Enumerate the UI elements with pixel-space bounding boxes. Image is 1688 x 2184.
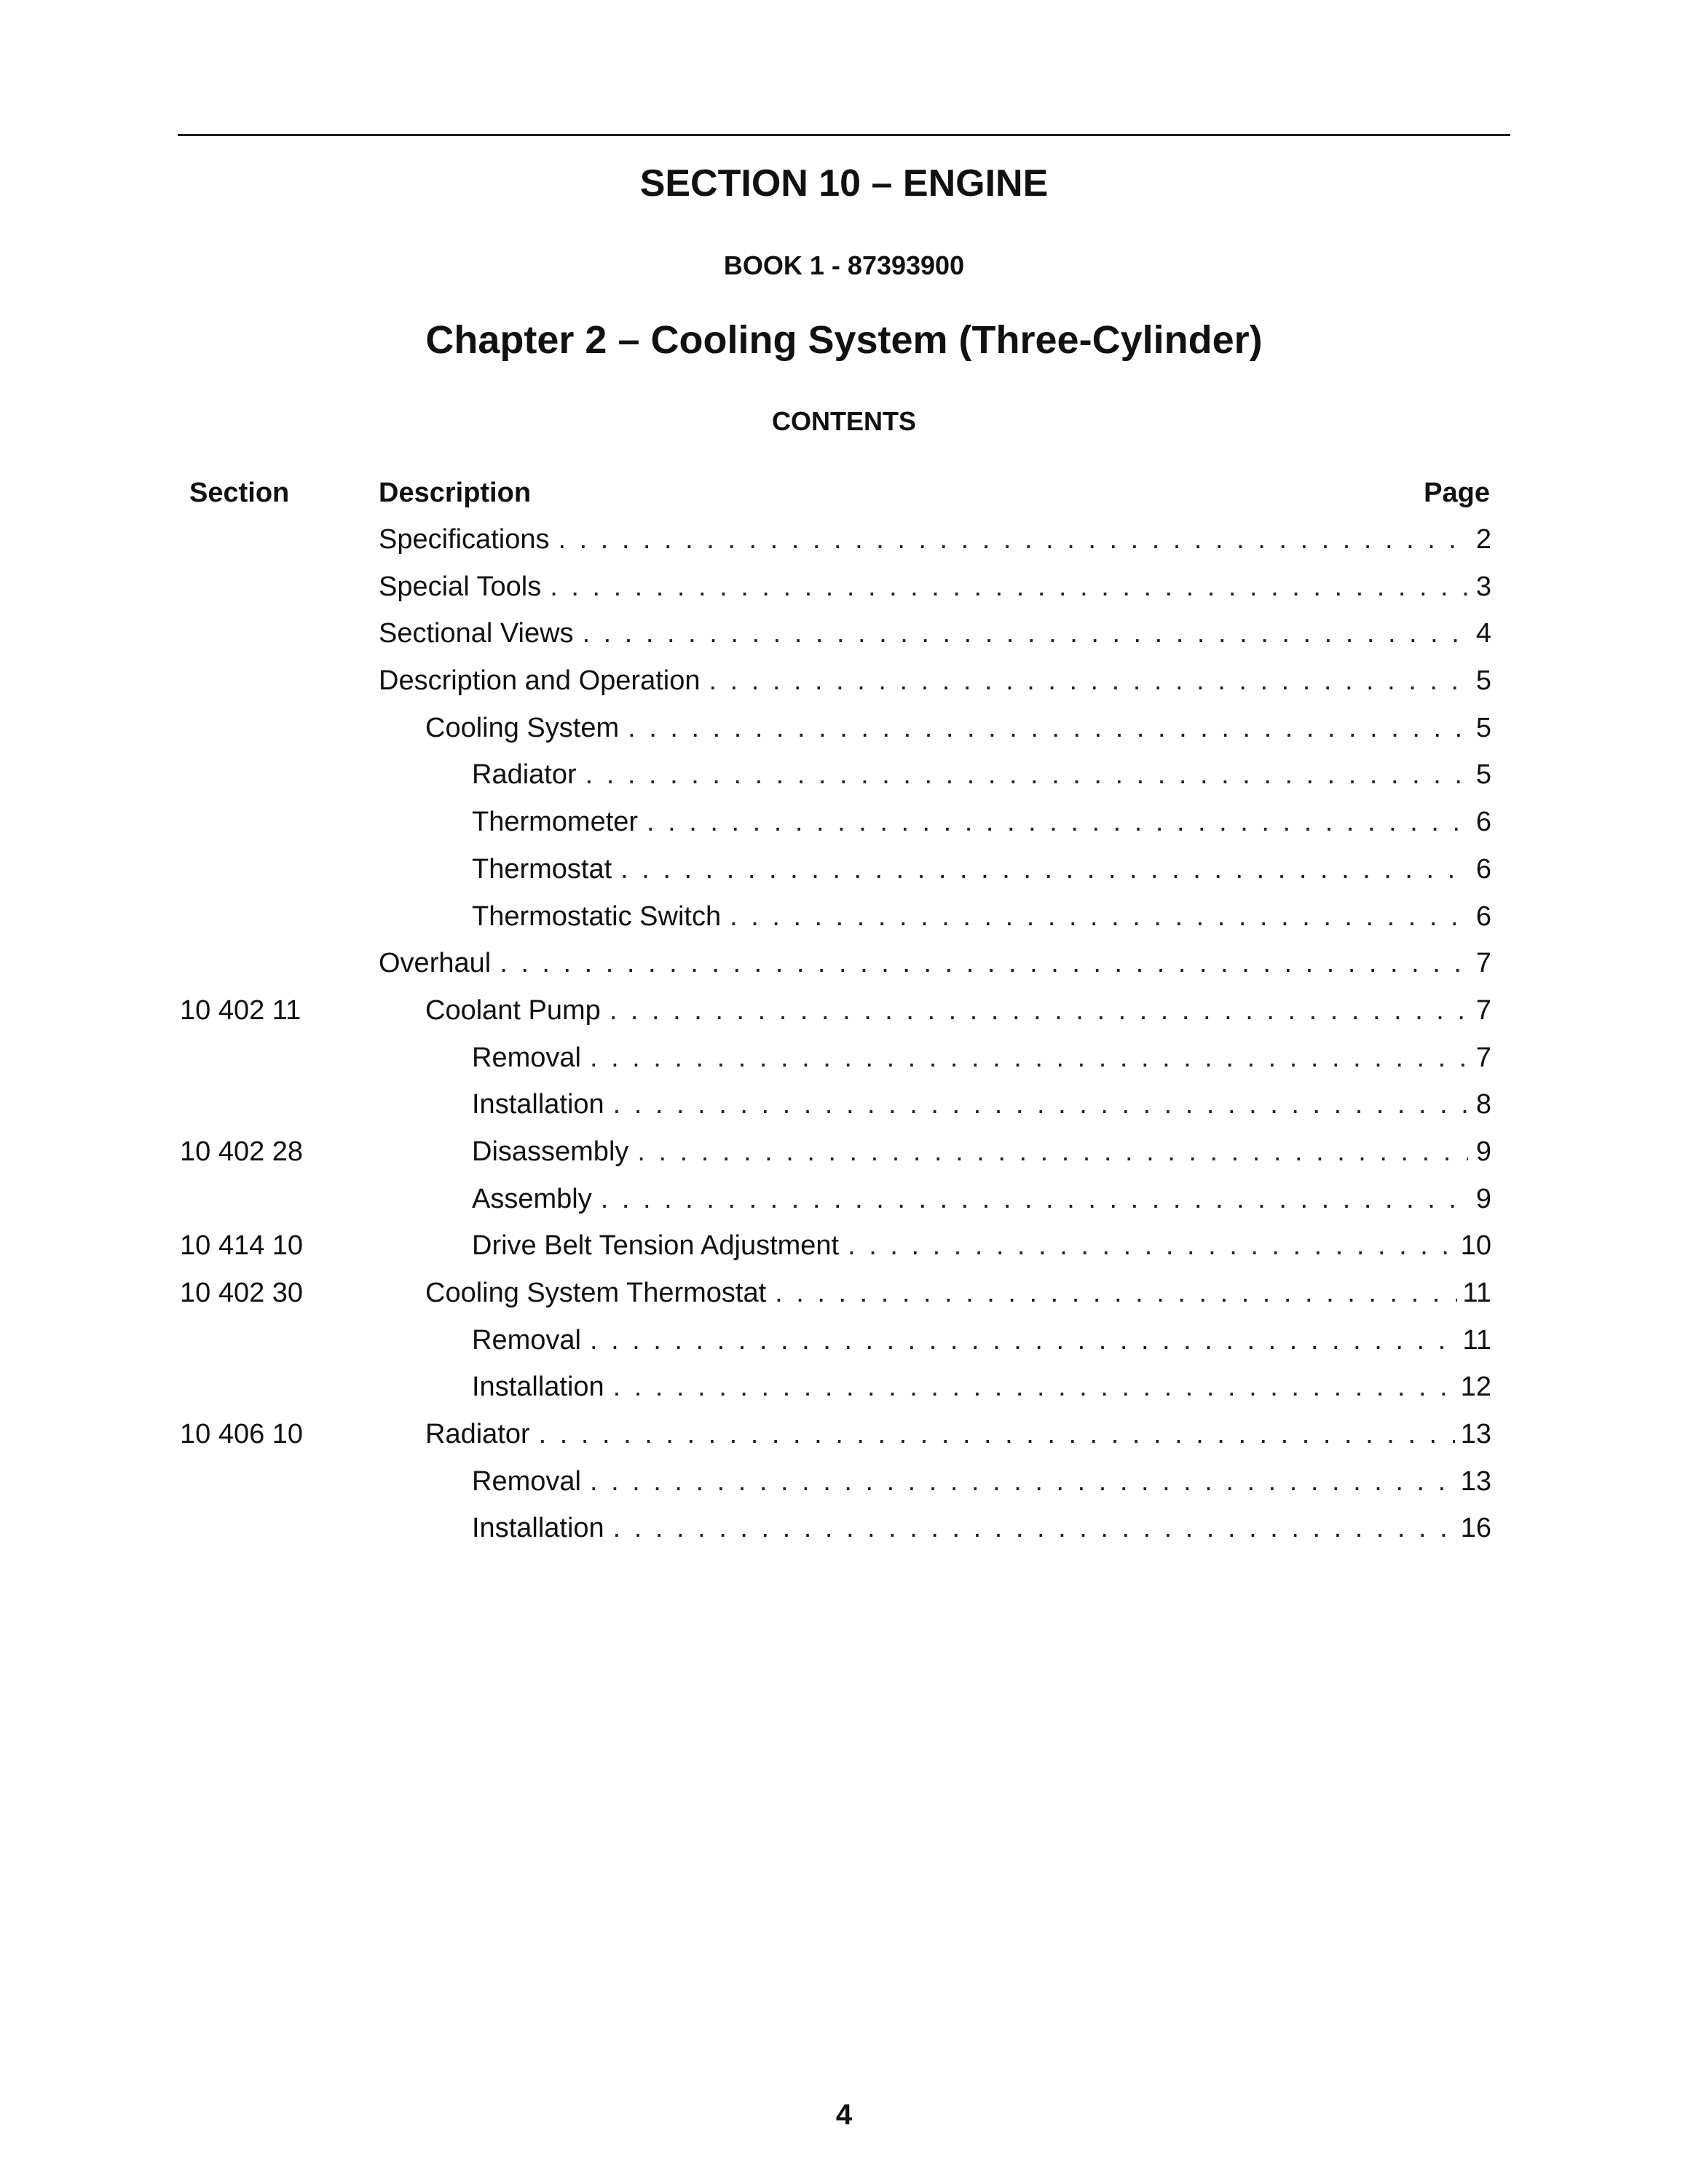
book-number: BOOK 1 - 87393900 [723, 250, 965, 280]
toc-entry [379, 521, 1491, 558]
toc-entry-title: Specifications [379, 524, 550, 555]
toc-entry [379, 615, 1491, 652]
dot-leader [590, 1322, 1457, 1358]
dot-leader [500, 945, 1468, 981]
toc-page-number: 7 [1475, 994, 1491, 1026]
toc-row[interactable] [0, 1275, 1688, 1322]
toc-page-number: 6 [1475, 901, 1491, 932]
toc-row[interactable] [0, 945, 1688, 992]
toc-entry [379, 569, 1491, 605]
toc-page-number: 4 [1475, 618, 1491, 649]
top-rule-divider [178, 134, 1510, 136]
toc-row[interactable] [0, 615, 1688, 662]
toc-row[interactable] [0, 1227, 1688, 1275]
toc-page-number: 9 [1475, 1136, 1491, 1167]
toc-entry-title: Installation [472, 1513, 604, 1544]
contents-heading: CONTENTS [772, 406, 916, 436]
dot-leader [590, 1040, 1468, 1076]
toc-row[interactable] [0, 1086, 1688, 1133]
dot-leader [775, 1275, 1456, 1311]
toc-entry-title: Removal [472, 1324, 581, 1356]
dot-leader [558, 521, 1468, 558]
toc-entry [472, 1463, 1491, 1500]
toc-entry [472, 1040, 1491, 1076]
toc-section-code: 10 414 10 [180, 1230, 304, 1262]
toc-entry-title: Assembly [472, 1183, 592, 1214]
toc-section-code: 10 402 30 [180, 1278, 304, 1308]
toc-page-number: 13 [1460, 1419, 1491, 1450]
toc-row[interactable] [0, 1416, 1688, 1463]
toc-entry [472, 1227, 1491, 1264]
toc-entry-title: Thermostat [472, 853, 612, 885]
toc-list [0, 521, 1688, 1557]
toc-entry-title: Special Tools [379, 571, 542, 602]
dot-leader [620, 851, 1468, 887]
toc-entry-title: Cooling System Thermostat [425, 1278, 767, 1308]
toc-entry [472, 898, 1491, 935]
toc-entry-title: Radiator [472, 759, 577, 791]
dot-leader [730, 898, 1468, 935]
dot-leader [539, 1416, 1455, 1452]
toc-entry [472, 1086, 1491, 1123]
dot-leader [583, 615, 1468, 652]
toc-entry-title: Removal [472, 1042, 581, 1073]
toc-entry-title: Cooling System [425, 712, 620, 743]
toc-page-number: 6 [1475, 853, 1491, 885]
toc-row[interactable] [0, 1510, 1688, 1557]
toc-row[interactable] [0, 710, 1688, 757]
toc-entry [472, 1510, 1491, 1546]
toc-page-number: 16 [1460, 1513, 1491, 1544]
toc-column-headers [0, 475, 1688, 511]
toc-row[interactable] [0, 521, 1688, 569]
toc-page-number: 5 [1475, 665, 1491, 697]
toc-entry [472, 804, 1491, 840]
toc-entry [425, 710, 1491, 746]
toc-row[interactable] [0, 992, 1688, 1040]
toc-row[interactable] [0, 569, 1688, 616]
dot-leader [647, 804, 1468, 840]
toc-row[interactable] [0, 804, 1688, 851]
dot-leader [613, 1369, 1455, 1405]
toc-page-number: 11 [1462, 1278, 1491, 1308]
dot-leader [628, 710, 1468, 746]
toc-entry [472, 1322, 1491, 1358]
toc-entry [472, 851, 1491, 887]
column-header-section: Section [189, 478, 290, 508]
toc-page-number: 3 [1475, 571, 1491, 602]
toc-entry-title: Disassembly [472, 1136, 629, 1167]
dot-leader [848, 1227, 1455, 1264]
toc-entry-title: Thermometer [472, 807, 639, 838]
dot-leader [613, 1086, 1468, 1123]
toc-page-number: 5 [1475, 712, 1491, 743]
toc-page-number: 5 [1475, 759, 1491, 791]
toc-row[interactable] [0, 662, 1688, 710]
dot-leader [550, 569, 1468, 605]
toc-entry [472, 756, 1491, 793]
toc-section-code: 10 402 11 [180, 994, 301, 1026]
toc-entry-title: Sectional Views [379, 618, 574, 649]
toc-row[interactable] [0, 756, 1688, 804]
section-title: SECTION 10 – ENGINE [639, 162, 1049, 205]
toc-row[interactable] [0, 1322, 1688, 1369]
toc-entry [425, 992, 1491, 1029]
toc-page-number: 7 [1475, 948, 1491, 979]
toc-entry-title: Thermostatic Switch [472, 901, 722, 932]
toc-entry-title: Drive Belt Tension Adjustment [472, 1230, 840, 1262]
toc-entry-title: Installation [472, 1089, 604, 1120]
toc-entry-title: Description and Operation [379, 665, 701, 697]
dot-leader [613, 1510, 1455, 1546]
toc-section-code: 10 402 28 [180, 1136, 304, 1167]
toc-page-number: 9 [1475, 1183, 1491, 1214]
toc-section-code: 10 406 10 [180, 1419, 304, 1450]
toc-row[interactable] [0, 851, 1688, 898]
dot-leader [610, 992, 1468, 1029]
toc-entry [472, 1181, 1491, 1217]
toc-entry [472, 1369, 1491, 1405]
toc-page-number: 12 [1460, 1372, 1491, 1403]
toc-page-number: 10 [1460, 1230, 1491, 1262]
toc-page-number: 11 [1462, 1324, 1491, 1356]
dot-leader [590, 1463, 1455, 1500]
toc-entry-title: Radiator [425, 1419, 530, 1450]
toc-entry [425, 1275, 1491, 1311]
column-header-description: Description [379, 478, 532, 508]
dot-leader [637, 1133, 1468, 1170]
toc-row[interactable] [0, 1133, 1688, 1181]
toc-page-number: 13 [1460, 1465, 1491, 1497]
toc-row[interactable] [0, 1040, 1688, 1087]
toc-row[interactable] [0, 1463, 1688, 1511]
dot-leader [601, 1181, 1468, 1217]
toc-page-number: 2 [1475, 524, 1491, 555]
toc-entry-title: Removal [472, 1465, 581, 1497]
dot-leader [709, 662, 1468, 699]
dot-leader [585, 756, 1468, 793]
toc-row[interactable] [0, 1369, 1688, 1416]
toc-page-number: 6 [1475, 807, 1491, 838]
toc-entry [379, 945, 1491, 981]
page-number: 4 [835, 2099, 853, 2131]
toc-entry-title: Installation [472, 1372, 604, 1403]
toc-page-number: 8 [1475, 1089, 1491, 1120]
toc-entry [425, 1416, 1491, 1452]
toc-row[interactable] [0, 1181, 1688, 1228]
toc-entry [472, 1133, 1491, 1170]
toc-entry-title: Coolant Pump [425, 994, 601, 1026]
toc-entry-title: Overhaul [379, 948, 492, 979]
chapter-title: Chapter 2 – Cooling System (Three-Cylinder) [425, 318, 1263, 362]
toc-row[interactable] [0, 898, 1688, 946]
toc-entry [379, 662, 1491, 699]
toc-page-number: 7 [1475, 1042, 1491, 1073]
column-header-page: Page [1424, 478, 1490, 508]
